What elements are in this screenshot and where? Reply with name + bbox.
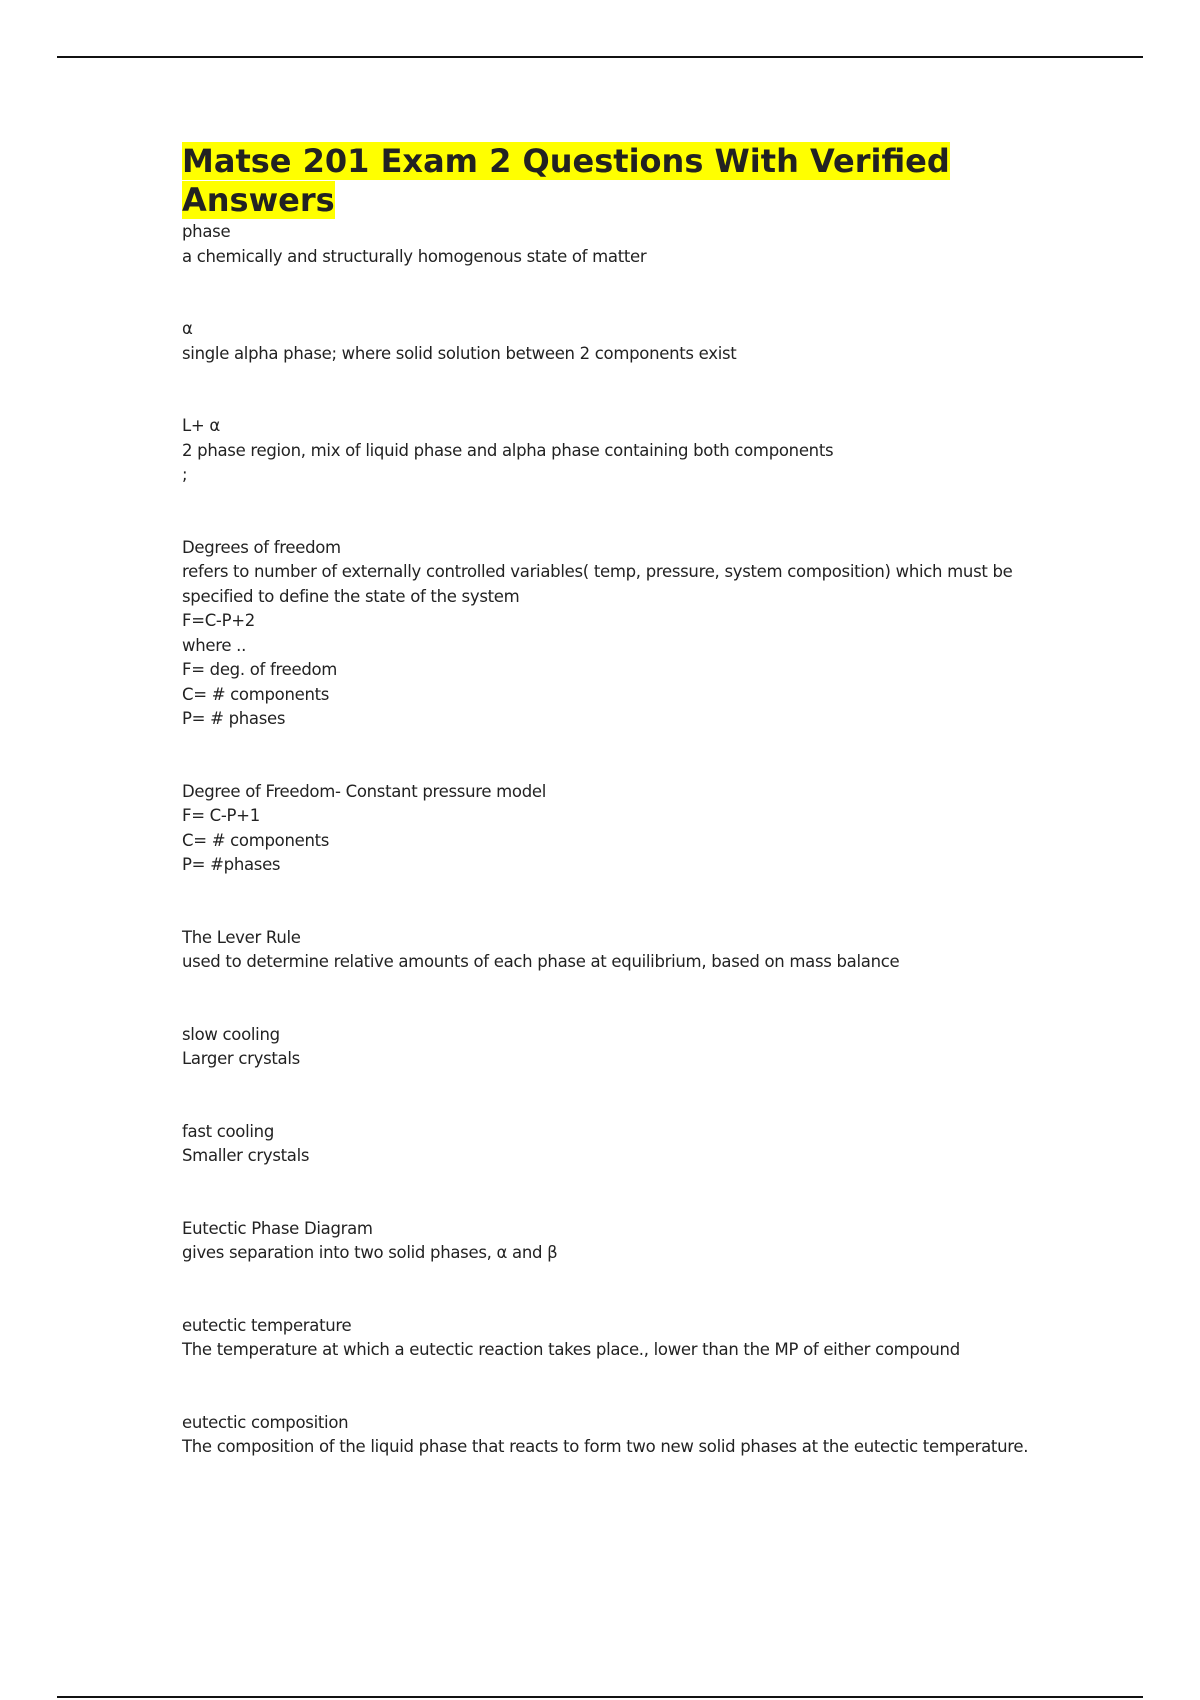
flashcard	[182, 1314, 1042, 1363]
header-rule	[57, 56, 1143, 58]
document-title	[182, 142, 1042, 220]
card-definition: a chemically and structurally homogenous state of matter	[182, 246, 647, 266]
flashcard	[182, 1023, 1042, 1072]
card-definition: refers to number of externally controlled variables( temp, pressure, system composition) which must be specified to define the state of the system	[182, 562, 1018, 606]
card-term: The Lever Rule	[182, 927, 301, 947]
flashcard	[182, 1411, 1042, 1460]
card-definition: Smaller crystals	[182, 1146, 310, 1165]
document-body	[182, 142, 1042, 1508]
card-term: phase	[182, 222, 231, 241]
card-term: L+ α	[182, 416, 220, 435]
card-definition: used to determine relative amounts of each phase at equilibrium, based on mass balance	[182, 952, 900, 971]
card-term: eutectic composition	[182, 1412, 349, 1432]
card-definition: ;	[182, 465, 188, 484]
flashcard	[182, 536, 1042, 732]
card-definition: P= # phases	[182, 709, 286, 728]
flashcard	[182, 780, 1042, 878]
card-formula: F=C-P+2	[182, 611, 255, 630]
flashcard-list	[182, 220, 1042, 1460]
card-definition: 2 phase region, mix of liquid phase and alpha phase containing both components	[182, 440, 834, 460]
card-definition: where ..	[182, 635, 247, 655]
card-definition: gives separation into two solid phases, α and β	[182, 1243, 558, 1262]
card-term: eutectic temperature	[182, 1315, 352, 1335]
card-term: Eutectic Phase Diagram	[182, 1218, 373, 1238]
card-term: Degrees of freedom	[182, 537, 341, 557]
title-highlight: Matse 201 Exam 2 Questions With Verified Answers	[182, 142, 950, 219]
card-definition: P= #phases	[182, 855, 281, 874]
card-term: fast cooling	[182, 1121, 274, 1141]
flashcard	[182, 220, 1042, 269]
flashcard	[182, 1120, 1042, 1169]
card-formula: F= C-P+1	[182, 806, 260, 825]
card-term: α	[182, 319, 193, 338]
flashcard	[182, 414, 1042, 488]
card-definition: The temperature at which a eutectic reaction takes place., lower than the MP of either compound	[182, 1340, 960, 1359]
card-definition: C= # components	[182, 830, 330, 850]
card-term: Degree of Freedom- Constant pressure model	[182, 781, 547, 801]
flashcard	[182, 926, 1042, 975]
card-definition: Larger crystals	[182, 1049, 300, 1068]
card-definition: C= # components	[182, 684, 330, 704]
card-definition: single alpha phase; where solid solution between 2 components exist	[182, 343, 737, 363]
flashcard	[182, 1217, 1042, 1266]
flashcard	[182, 317, 1042, 366]
card-definition: The composition of the liquid phase that reacts to form two new solid phases at the eutectic temperature.	[182, 1437, 1029, 1456]
card-term: slow cooling	[182, 1024, 280, 1044]
footer-rule	[57, 1696, 1143, 1698]
card-definition: F= deg. of freedom	[182, 660, 338, 679]
